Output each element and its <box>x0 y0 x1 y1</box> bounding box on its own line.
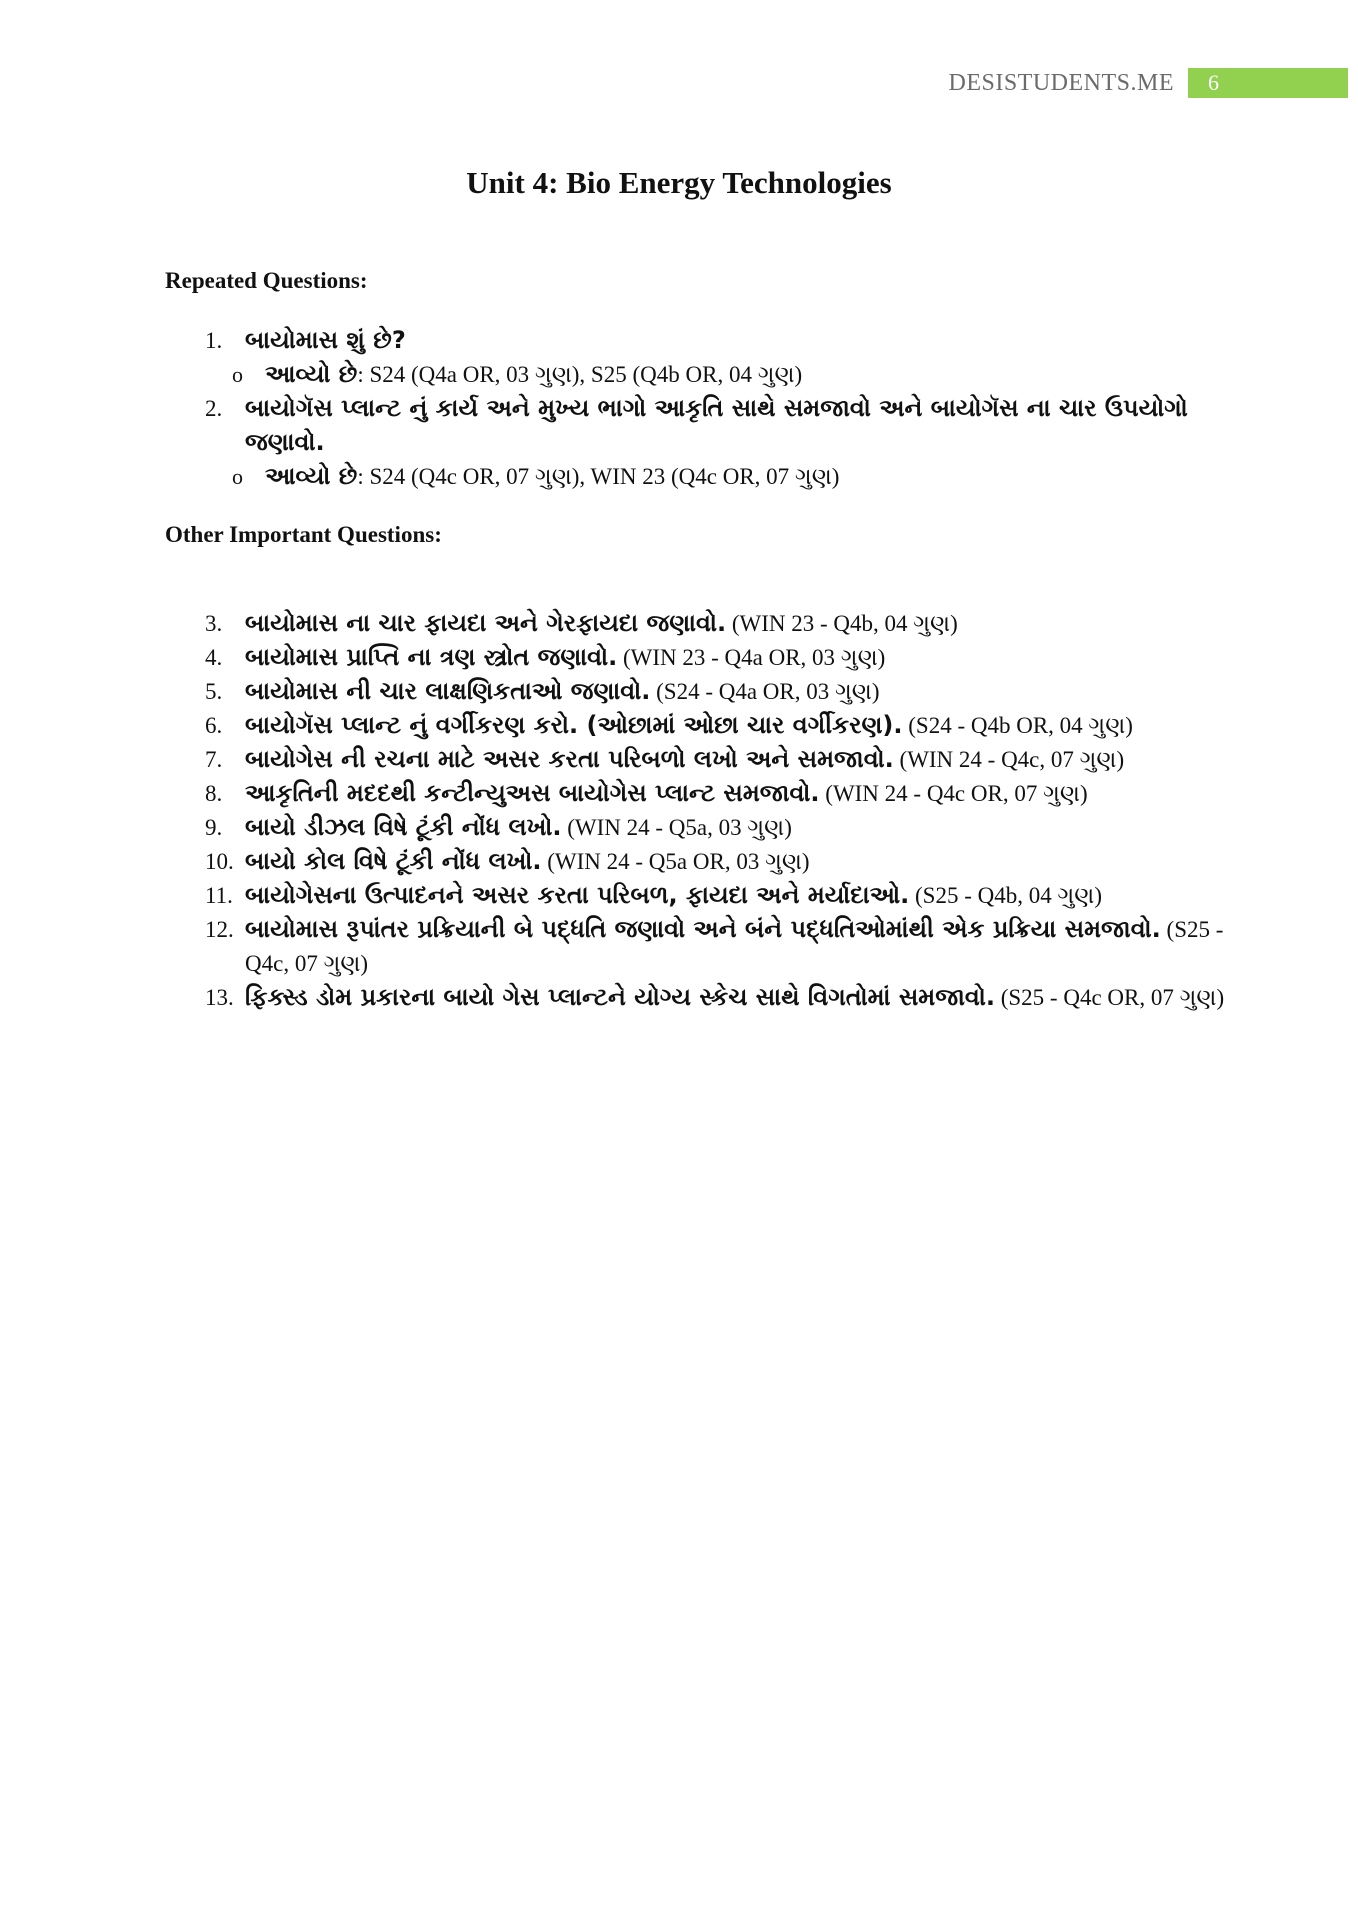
list-item <box>165 811 1225 845</box>
item-number: 13. <box>205 985 234 1010</box>
circle-bullet-icon: o <box>232 464 243 489</box>
question-text: બાયોગેસ ની રચના માટે અસર કરતા પરિબળો લખો અને સમજાવો. <box>245 745 894 773</box>
list-item <box>165 392 1225 460</box>
asked-in <box>165 358 1225 392</box>
list-item <box>165 743 1225 777</box>
list-item <box>165 709 1225 743</box>
question-ref: (S25 - Q4c, 07 ગુણ) <box>245 917 1224 976</box>
list-item <box>165 879 1225 913</box>
question-text: બાયોમાસ રૂપાંતર પ્રક્રિયાની બે પદ્ધતિ જણાવો અને બંને પદ્ધતિઓમાંથી એક પ્રક્રિયા સમજાવો. <box>245 915 1161 943</box>
item-number: 11. <box>205 883 233 908</box>
other-questions-heading: Other Important Questions: <box>165 522 442 547</box>
question-text: બાયોમાસ ના ચાર ફાયદા અને ગેરફાયદા જણાવો. <box>245 609 727 637</box>
question-ref: (WIN 24 - Q5a OR, 03 ગુણ) <box>541 849 810 874</box>
item-number: 3. <box>205 611 223 636</box>
question-ref: (WIN 24 - Q4c, 07 ગુણ) <box>893 747 1125 772</box>
question-ref: (WIN 24 - Q5a, 03 ગુણ) <box>561 815 792 840</box>
question-text: બાયોમાસ પ્રાપ્તિ ના ત્રણ સ્ત્રોત જણાવો. <box>245 643 618 671</box>
circle-bullet-icon: o <box>232 362 243 387</box>
item-number: 4. <box>205 645 223 670</box>
item-number: 5. <box>205 679 223 704</box>
question-ref: (S24 - Q4a OR, 03 ગુણ) <box>650 679 880 704</box>
asked-ref: : S24 (Q4a OR, 03 ગુણ), S25 (Q4b OR, 04 ગુણ) <box>357 362 803 387</box>
question-text: આકૃતિની મદદથી કન્ટીન્યુઅસ બાયોગેસ પ્લાન્ટ સમજાવો. <box>245 779 820 807</box>
question-text: બાયોમાસ ની ચાર લાક્ષણિકતાઓ જણાવો. <box>245 677 651 705</box>
question-ref: (S24 - Q4b OR, 04 ગુણ) <box>902 713 1133 738</box>
item-number: 10. <box>205 849 234 874</box>
list-item <box>165 607 1225 641</box>
page-title: Unit 4: Bio Energy Technologies <box>466 165 892 200</box>
list-item <box>165 777 1225 811</box>
question-text: બાયોગેસના ઉત્પાદનને અસર કરતા પરિબળ, ફાયદા અને મર્યાદાઓ. <box>245 881 910 909</box>
item-number: 8. <box>205 781 223 806</box>
item-number: 9. <box>205 815 223 840</box>
list-item <box>165 324 1225 358</box>
asked-label: આવ્યો છે <box>265 462 358 490</box>
item-number: 2. <box>205 396 223 421</box>
repeated-questions-list <box>165 324 1225 494</box>
question-ref: (S25 - Q4c OR, 07 ગુણ) <box>994 985 1225 1010</box>
repeated-questions-heading: Repeated Questions: <box>165 268 368 293</box>
question-text: બાયોમાસ શું છે? <box>245 326 406 354</box>
asked-ref: : S24 (Q4c OR, 07 ગુણ), WIN 23 (Q4c OR, 07 ગુણ) <box>357 464 840 489</box>
other-questions-list <box>165 607 1225 1015</box>
asked-label: આવ્યો છે <box>265 360 358 388</box>
item-number: 12. <box>205 917 234 942</box>
item-number: 7. <box>205 747 223 772</box>
list-item <box>165 845 1225 879</box>
question-text: બાયોગૅસ પ્લાન્ટ નું કાર્ય અને મુખ્ય ભાગો આકૃતિ સાથે સમજાવો અને બાયોગૅસ ના ચાર ઉપયોગો જણાવો. <box>245 394 1188 456</box>
site-name: DESISTUDENTS.ME <box>948 69 1174 96</box>
list-item <box>165 981 1225 1015</box>
list-item <box>165 913 1225 981</box>
list-item <box>165 675 1225 709</box>
question-ref: (S25 - Q4b, 04 ગુણ) <box>909 883 1102 908</box>
item-number: 1. <box>205 328 223 353</box>
list-item <box>165 641 1225 675</box>
page-header <box>948 68 1348 98</box>
question-ref: (WIN 23 - Q4b, 04 ગુણ) <box>726 611 958 636</box>
question-text: બાયો કોલ વિષે ટૂંકી નોંધ લખો. <box>245 847 542 875</box>
question-ref: (WIN 23 - Q4a OR, 03 ગુણ) <box>617 645 886 670</box>
item-number: 6. <box>205 713 223 738</box>
question-ref: (WIN 24 - Q4c OR, 07 ગુણ) <box>819 781 1088 806</box>
page-number-badge: 6 <box>1188 68 1348 98</box>
question-text: બાયો ડીઝલ વિષે ટૂંકી નોંધ લખો. <box>245 813 562 841</box>
question-text: ફિક્સ્ડ ડોમ પ્રકારના બાયો ગેસ પ્લાન્ટને યોગ્ય સ્કેચ સાથે વિગતોમાં સમજાવો. <box>245 983 995 1011</box>
question-text: બાયોગૅસ પ્લાન્ટ નું વર્ગીકરણ કરો. (ઓછામાં ઓછા ચાર વર્ગીકરણ). <box>245 711 903 739</box>
asked-in <box>165 460 1225 494</box>
